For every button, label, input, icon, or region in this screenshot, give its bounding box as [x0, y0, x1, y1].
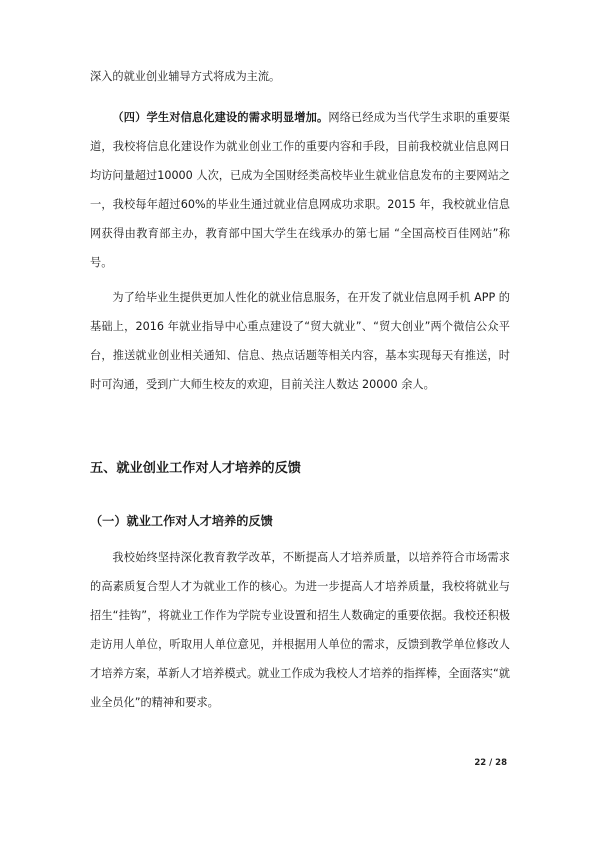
subsection1-heading: （一）就业工作对人才培养的反馈: [90, 514, 273, 528]
wechat-paragraph: 为了给毕业生提供更加人性化的就业信息服务，在开发了就业信息网手机 APP 的基础上，2016 年就业指导中心重点建设了“贸大就业”、“贸大创业”两个微信公众平台，推送就业创业相关通知、信息、热点话题等相关内容，基本实现每天有推送，时时可沟通，受到广大师生校友的欢迎，目前关注人数达 20000 余人。: [90, 291, 510, 391]
section4-lead: （四）学生对信息化建设的需求明显增加。: [112, 111, 329, 124]
continuation-paragraph: 深入的就业创业辅导方式将成为主流。: [90, 70, 281, 83]
section4-paragraph: [90, 103, 510, 277]
section5-heading: 五、就业创业工作对人才培养的反馈: [90, 461, 301, 476]
section4-body: 网络已经成为当代学生求职的重要渠道，我校将信息化建设作为就业创业工作的重要内容和手段，目前我校就业信息网日均访问量超过10000 人次，已成为全国财经类高校毕业生就业信息发布的主要网站之一，我校每年超过60%的毕业生通过就业信息网成功求职。2015 年，我校就业信息网获得由教育部主办，教育部中国大学生在线承办的第七届 “全国高校百佳网站”称号。: [90, 111, 510, 269]
page-number: 22 / 28: [474, 758, 507, 768]
feedback-paragraph: 我校始终坚持深化教育教学改革，不断提高人才培养质量，以培养符合市场需求的高素质复合型人才为就业工作的核心。为进一步提高人才培养质量，我校将就业与招生“挂钩”，将就业工作作为学院专业设置和招生人数确定的重要依据。我校还积极走访用人单位，听取用人单位意见，并根据用人单位的需求，反馈到教学单位修改人才培养方案，革新人才培养模式。就业工作成为我校人才培养的指挥棒，全面落实“就业全员化”的精神和要求。: [90, 551, 510, 709]
